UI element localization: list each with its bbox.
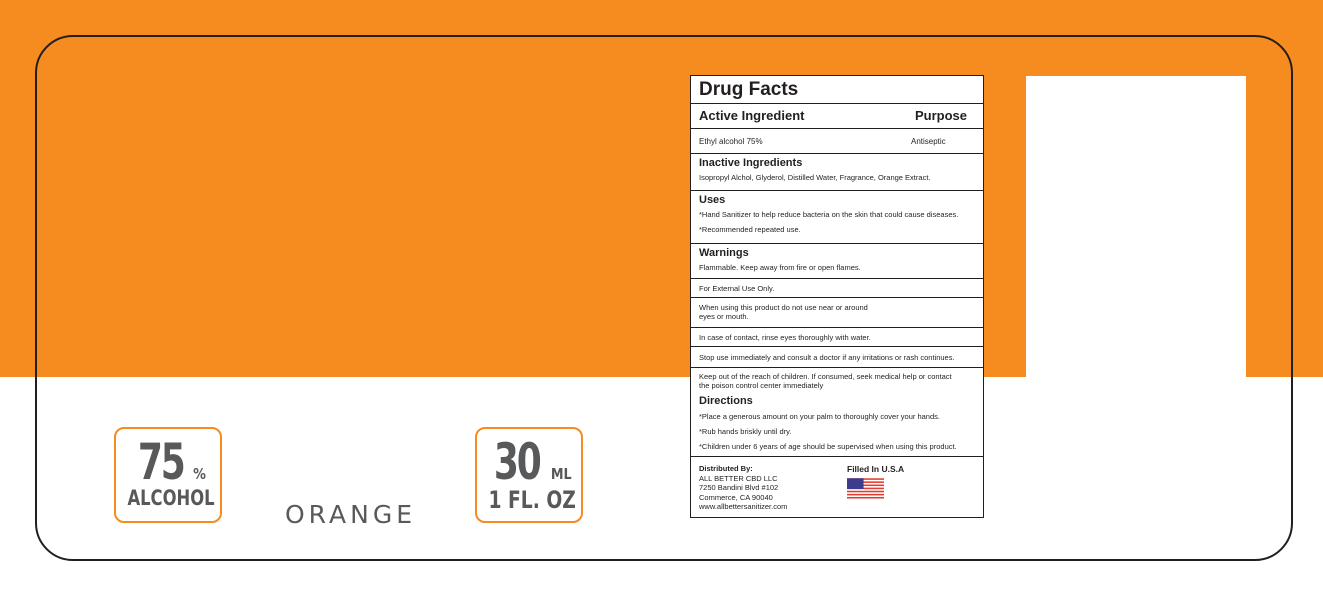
flammable-warning: Flammable. Keep away from fire or open flames.	[699, 263, 861, 272]
distributor-label: Distributed By:	[699, 464, 753, 473]
distributor-address: 7250 Bandini Blvd #102	[699, 483, 779, 492]
inactive-text: Isopropyl Alchol, Glyderol, Distilled Water, Fragrance, Orange Extract.	[699, 173, 931, 182]
warnings-heading: Warnings	[699, 247, 749, 259]
uses-item: *Hand Sanitizer to help reduce bacteria on the skin that could cause diseases.	[699, 210, 959, 219]
origin-info	[847, 464, 904, 517]
distributor-info	[699, 464, 847, 517]
directions-item: *Rub hands briskly until dry.	[699, 427, 792, 436]
active-ingredient: Ethyl alcohol 75%	[699, 137, 763, 146]
filled-in-usa-label: Filled In U.S.A	[847, 464, 905, 474]
alcohol-value: 75	[137, 433, 184, 491]
uses-heading: Uses	[699, 194, 726, 206]
uses-item: *Recommended repeated use.	[699, 225, 801, 234]
distributor-section	[691, 457, 983, 517]
inactive-heading: Inactive Ingredients	[699, 157, 803, 169]
alcohol-percentage-badge	[114, 427, 222, 523]
alcohol-label: ALCOHOL	[127, 486, 215, 510]
contact-warning: In case of contact, rinse eyes thoroughly with water.	[691, 328, 983, 347]
volume-value: 30	[493, 433, 540, 491]
external-use-warning: For External Use Only.	[691, 279, 983, 298]
us-flag-icon	[847, 478, 884, 499]
drug-facts-title: Drug Facts	[691, 76, 983, 104]
inactive-ingredients-section	[691, 154, 983, 191]
directions-item: *Place a generous amount on your palm to thoroughly cover your hands.	[699, 412, 940, 421]
distributor-website: www.allbettersanitizer.com	[699, 502, 788, 511]
children-and-directions-section	[691, 368, 983, 457]
uses-section	[691, 191, 983, 244]
directions-heading: Directions	[699, 395, 753, 407]
volume-badge	[475, 427, 583, 523]
warnings-section	[691, 244, 983, 279]
purpose-heading: Purpose	[914, 108, 967, 123]
flavor-name: ORANGE	[285, 500, 417, 529]
label-die-cut-frame	[35, 35, 1293, 561]
drug-facts-panel	[690, 75, 984, 518]
stop-use-warning: Stop use immediately and consult a doctor if any irritations or rash continues.	[691, 347, 983, 368]
active-ingredient-heading: Active Ingredient	[699, 108, 805, 123]
when-using-line: eyes or mouth.	[699, 312, 749, 321]
volume-unit: ML	[550, 465, 572, 483]
purpose: Antiseptic	[911, 137, 946, 146]
keep-out-line: Keep out of the reach of children. If consumed, seek medical help or contact	[699, 372, 952, 381]
keep-out-line: the poison control center immediately	[699, 381, 824, 390]
when-using-warning	[691, 298, 983, 328]
directions-item: *Children under 6 years of age should be supervised when using this product.	[699, 442, 957, 451]
when-using-line: When using this product do not use near or around	[699, 303, 868, 312]
active-ingredient-row	[691, 129, 983, 154]
volume-label: 1 FL. OZ	[488, 486, 576, 514]
distributor-city: Commerce, CA 90040	[699, 492, 773, 502]
alcohol-unit: %	[193, 465, 207, 483]
distributor-name: ALL BETTER CBD LLC	[699, 473, 778, 483]
active-ingredient-header	[691, 104, 983, 129]
